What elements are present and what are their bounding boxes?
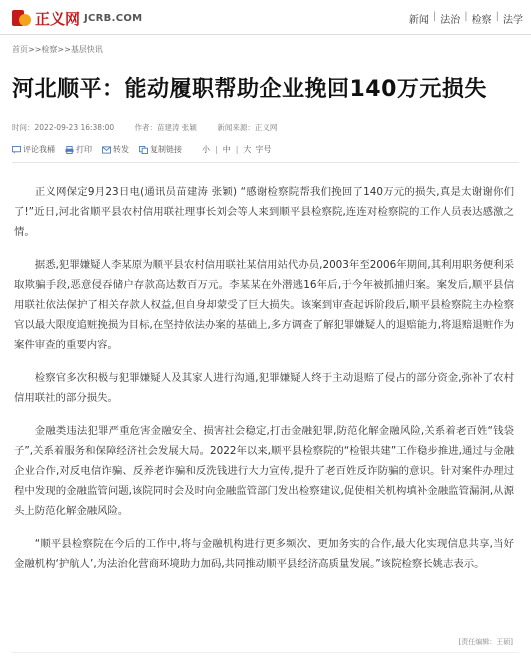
nav-item-law[interactable]: 法治 — [440, 15, 461, 26]
font-large-button[interactable]: 大 — [243, 145, 252, 154]
comment-button[interactable] — [12, 144, 55, 155]
article-toolbar — [12, 144, 273, 155]
nav-item-procuratorate[interactable]: 检察 — [471, 15, 492, 26]
print-button[interactable] — [65, 144, 92, 155]
breadcrumb-sep: >> — [28, 45, 42, 54]
font-separator: | — [215, 145, 218, 154]
article-paragraph: 正义网保定9月23日电(通讯员苗建涛 张颖) “感谢检察院帮我们挽回了140万元的损失,真是太谢谢你们了!”近日,河北省顺平县农村信用联社理事长刘会等人来到顺平县检察院,连连对检察院的工作人员表达感激之情。 — [14, 186, 514, 238]
forward-icon — [102, 146, 111, 154]
logo-icon — [12, 9, 32, 27]
font-size-selector — [200, 144, 273, 155]
forward-label: 转发 — [113, 145, 129, 154]
logo-text: 正义网 — [35, 9, 81, 28]
copy-link-icon — [139, 146, 148, 154]
page-title: 河北顺平：能动履职帮助企业挽回140万元损失 — [12, 77, 487, 102]
site-logo[interactable] — [12, 8, 142, 28]
publish-time: 时间：2022-09-23 16:38:00 — [12, 123, 115, 132]
nav-separator: | — [432, 11, 437, 22]
comment-icon — [12, 146, 21, 154]
nav-separator: | — [495, 11, 499, 22]
header-divider — [12, 162, 519, 163]
article-body — [14, 182, 514, 587]
article-meta — [12, 122, 295, 133]
copy-link-label: 复制链接 — [150, 145, 182, 154]
comment-label: 评论我桶 — [23, 145, 55, 154]
logo-domain: JCRB.COM — [84, 12, 143, 24]
breadcrumb-procuratorate[interactable]: 检察 — [41, 45, 58, 54]
font-medium-button[interactable]: 中 — [222, 145, 231, 154]
responsible-editor: [责任编辑：王硕] — [458, 638, 513, 646]
forward-button[interactable] — [102, 144, 129, 155]
print-icon — [65, 146, 74, 154]
site-header — [0, 0, 531, 35]
article-paragraph: 金融类违法犯罪严重危害金融安全、损害社会稳定,打击金融犯罪,防范化解金融风险,关系着老百姓“钱袋子”,关系着服务和保障经济社会发展大局。2022年以来,顺平县检察院的“检银共建”工作稳步推进,通过与金融企业合作,对反电信诈骗、反养老诈骗和反洗钱进行大力宣传,提升了老百姓反诈防骗的意识。针对案件办理过程中发现的金融监管问题,该院同时会及时向金融监管部门发出检察建议,促使相关机构填补金融监管漏洞,从源头上防范化解金融风险。 — [14, 425, 514, 517]
print-label: 打印 — [76, 145, 92, 154]
article-paragraph: 检察官多次积极与犯罪嫌疑人及其家人进行沟通,犯罪嫌疑人终于主动退赔了侵占的部分资金,弥补了农村信用联社的部分损失。 — [14, 372, 514, 404]
font-small-button[interactable]: 小 — [202, 145, 210, 154]
news-source: 新闻来源：正义网 — [217, 123, 278, 132]
breadcrumb — [12, 44, 103, 55]
font-separator: | — [235, 145, 239, 154]
nav-item-news[interactable]: 新闻 — [408, 15, 429, 26]
author: 作者：苗建涛 张颖 — [134, 123, 197, 132]
article-paragraph: 据悉,犯罪嫌疑人李某原为顺平县农村信用联社某信用站代办员,2003年至2006年期间,其利用职务便利采取欺骗手段,恶意侵吞储户存款高达数百万元。李某某在外潜逃16年后,于今年被抓捕归案。案发后,顺平县信用联社依法保护了相关存款人权益,但自身却蒙受了巨大损失。该案到审查起诉阶段后,顺平县检察院主办检察官以最大限度追赃挽损为目标,在坚持依法办案的基础上,多方调查了解犯罪嫌疑人的退赔能力,将退赔退赃作为案件审查的重要内容。 — [14, 259, 514, 351]
font-size-label: 字号 — [255, 145, 272, 154]
article-paragraph: “顺平县检察院在今后的工作中,将与金融机构进行更多频次、更加务实的合作,最大化实现信息共享,当好金融机构‘护航人’,为法治化营商环境助力加码,共同推动顺平县经济高质量发展。”该院检察长姚志表示。 — [14, 538, 514, 570]
breadcrumb-home[interactable]: 首页 — [12, 45, 28, 54]
breadcrumb-sep: >> — [57, 45, 71, 54]
footer-divider — [12, 652, 519, 653]
nav-item-jurisprudence[interactable]: 法学 — [503, 15, 523, 26]
copy-link-button[interactable] — [139, 144, 182, 155]
breadcrumb-grassroots[interactable]: 基层快讯 — [70, 45, 103, 54]
nav-separator: | — [464, 11, 468, 22]
top-nav — [409, 11, 523, 26]
